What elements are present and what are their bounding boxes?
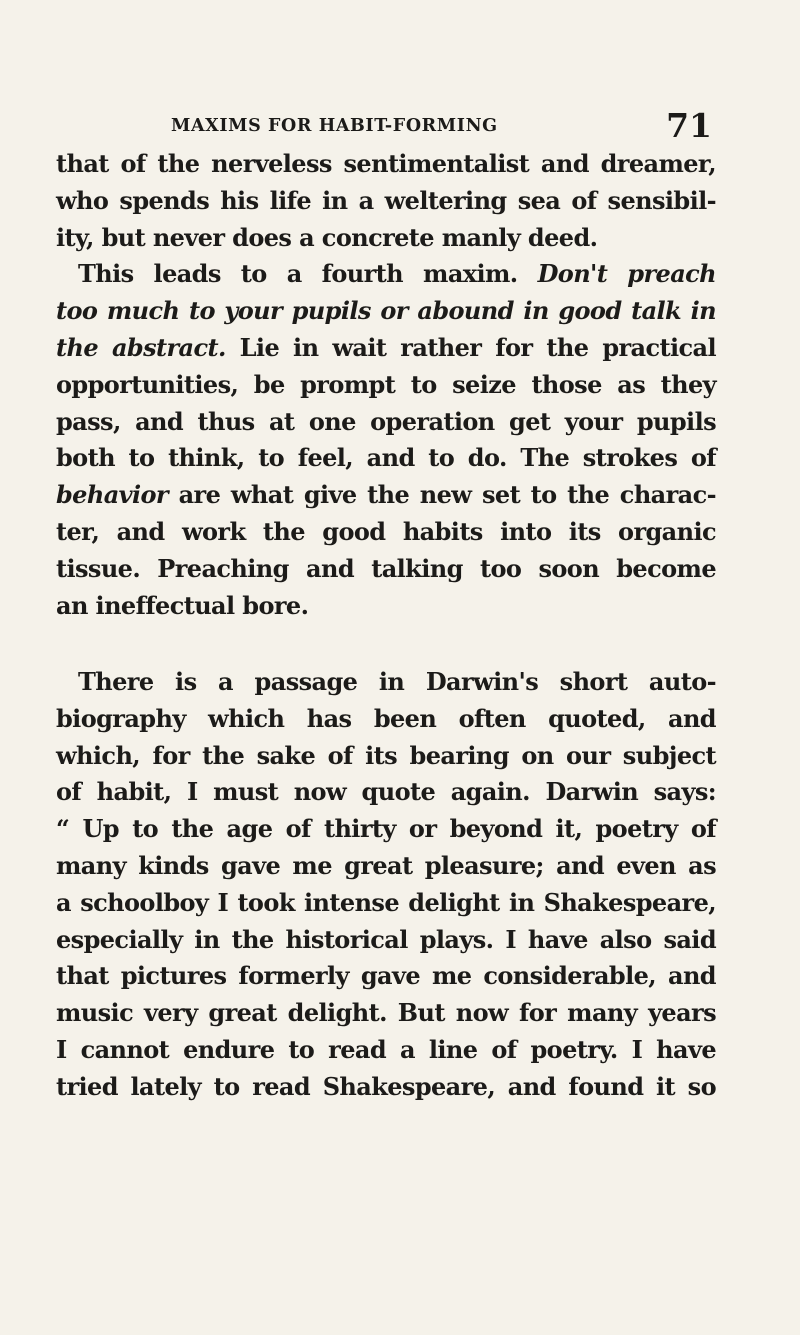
text-line: both to think, to feel, and to do. The strokes of — [56, 443, 716, 473]
text-line: a schoolboy I took intense delight in Shakespeare, — [56, 887, 716, 917]
text-line — [56, 330, 716, 367]
text-line — [56, 477, 716, 514]
text-line: opportunities, be prompt to seize those as they — [56, 369, 716, 399]
text-segment: There is a passage in Darwin's short auto- — [78, 667, 716, 696]
text-block-top — [56, 146, 716, 624]
text-line — [56, 664, 716, 701]
text-segment: are what give the new set to the charac- — [167, 480, 716, 510]
text-line: pass, and thus at one operation get your pupils — [56, 406, 716, 436]
text-segment: Lie in wait rather for the practical — [225, 332, 716, 362]
text-line: of habit, I must now quote again. Darwin says: — [56, 777, 716, 807]
maxim-emphasis: too much to your pupils or abound in good talk in — [56, 296, 716, 326]
running-title: MAXIMS FOR HABIT-FORMING — [171, 116, 498, 136]
behavior-emphasis: behavior — [56, 480, 168, 510]
text-line: “ Up to the age of thirty or beyond it, poetry of — [56, 814, 716, 844]
text-line: ity, but never does a concrete manly deed. — [56, 222, 598, 252]
text-line: an ineffectual bore. — [56, 590, 309, 620]
text-block-darwin — [56, 664, 716, 1106]
page-number: 71 — [666, 106, 712, 145]
maxim-intro: This leads to a fourth maxim. — [78, 259, 538, 289]
text-line: that of the nerveless sentimentalist and dreamer, — [56, 149, 716, 178]
text-line — [56, 293, 716, 330]
text-line: who spends his life in a weltering sea of sensibil- — [56, 185, 716, 215]
maxim-emphasis: the abstract. — [56, 332, 226, 362]
text-line — [56, 256, 716, 293]
text-line: ter, and work the good habits into its organic — [56, 516, 716, 546]
text-line: which, for the sake of its bearing on our subject — [56, 740, 716, 770]
text-line: that pictures formerly gave me considerable, and — [56, 961, 716, 991]
maxim-emphasis: Don't preach — [537, 259, 717, 289]
text-line: especially in the historical plays. I have also said — [56, 924, 716, 954]
text-line: biography which has been often quoted, and — [56, 703, 716, 733]
text-line: I cannot endure to read a line of poetry. I have — [56, 1034, 716, 1064]
running-head — [171, 106, 731, 146]
text-line: music very great delight. But now for many years — [56, 998, 716, 1028]
text-line: many kinds gave me great pleasure; and even as — [56, 850, 716, 880]
text-line: tissue. Preaching and talking too soon become — [56, 553, 716, 583]
text-line: tried lately to read Shakespeare, and found it so — [56, 1071, 716, 1101]
